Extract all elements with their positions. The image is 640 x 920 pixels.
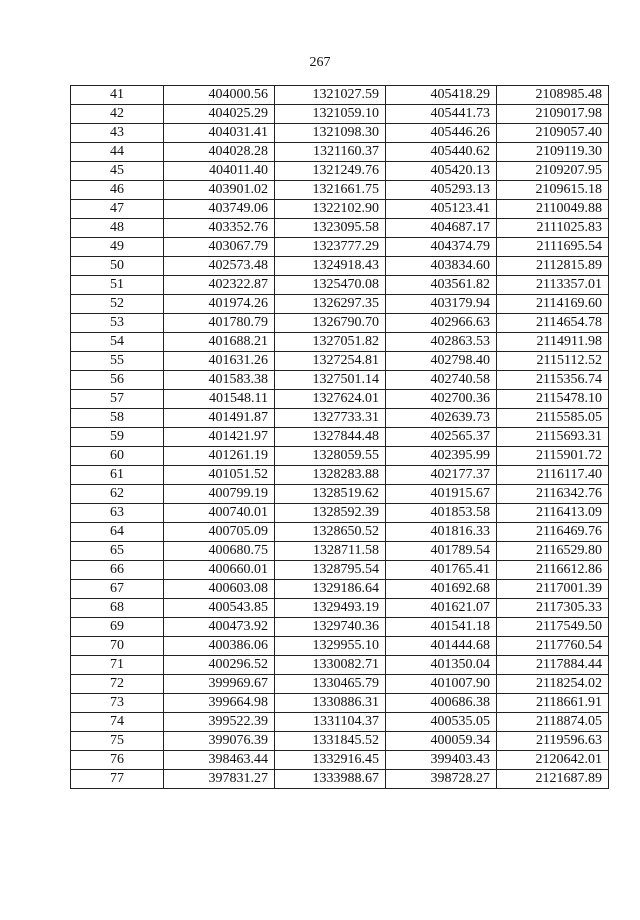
coordinate-cell: 1321249.76	[275, 162, 386, 181]
coordinate-cell: 2115693.31	[497, 428, 609, 447]
table-row	[71, 257, 609, 276]
coordinate-cell: 1329186.64	[275, 580, 386, 599]
coordinates-table	[70, 85, 609, 789]
coordinate-cell: 404028.28	[164, 143, 275, 162]
coordinate-cell: 1321160.37	[275, 143, 386, 162]
coordinate-cell: 401765.41	[386, 561, 497, 580]
point-number-cell: 65	[71, 542, 164, 561]
page-number: 267	[309, 55, 331, 70]
table-row	[71, 409, 609, 428]
table-row	[71, 295, 609, 314]
coordinate-cell: 2114654.78	[497, 314, 609, 333]
table-row	[71, 599, 609, 618]
table-body	[71, 86, 609, 789]
point-number-cell: 42	[71, 105, 164, 124]
coordinate-cell: 1330886.31	[275, 694, 386, 713]
table-row	[71, 770, 609, 789]
point-number-cell: 70	[71, 637, 164, 656]
table-row	[71, 371, 609, 390]
coordinate-cell: 1329955.10	[275, 637, 386, 656]
point-number-cell: 41	[71, 86, 164, 105]
coordinate-cell: 2115478.10	[497, 390, 609, 409]
coordinate-cell: 400473.92	[164, 618, 275, 637]
coordinate-cell: 405418.29	[386, 86, 497, 105]
point-number-cell: 52	[71, 295, 164, 314]
point-number-cell: 50	[71, 257, 164, 276]
coordinate-cell: 401631.26	[164, 352, 275, 371]
coordinate-cell: 1327254.81	[275, 352, 386, 371]
coordinate-cell: 2118661.91	[497, 694, 609, 713]
coordinate-cell: 2116413.09	[497, 504, 609, 523]
coordinate-cell: 405440.62	[386, 143, 497, 162]
table-row	[71, 428, 609, 447]
coordinate-cell: 400386.06	[164, 637, 275, 656]
coordinate-cell: 2109615.18	[497, 181, 609, 200]
table-row	[71, 466, 609, 485]
coordinate-cell: 401816.33	[386, 523, 497, 542]
coordinate-cell: 401007.90	[386, 675, 497, 694]
coordinate-cell: 405420.13	[386, 162, 497, 181]
table-row	[71, 694, 609, 713]
table-row	[71, 181, 609, 200]
coordinate-cell: 2109207.95	[497, 162, 609, 181]
coordinate-cell: 2120642.01	[497, 751, 609, 770]
table-row	[71, 314, 609, 333]
coordinate-cell: 2116469.76	[497, 523, 609, 542]
coordinate-cell: 398728.27	[386, 770, 497, 789]
coordinate-cell: 1328795.54	[275, 561, 386, 580]
coordinate-cell: 405293.13	[386, 181, 497, 200]
point-number-cell: 77	[71, 770, 164, 789]
point-number-cell: 44	[71, 143, 164, 162]
coordinate-cell: 2116342.76	[497, 485, 609, 504]
coordinate-cell: 400543.85	[164, 599, 275, 618]
coordinate-cell: 400680.75	[164, 542, 275, 561]
coordinate-cell: 2113357.01	[497, 276, 609, 295]
coordinate-cell: 1328650.52	[275, 523, 386, 542]
coordinate-cell: 402740.58	[386, 371, 497, 390]
coordinate-cell: 405441.73	[386, 105, 497, 124]
coordinate-cell: 1331104.37	[275, 713, 386, 732]
coordinate-cell: 1328059.55	[275, 447, 386, 466]
table-row	[71, 637, 609, 656]
coordinate-cell: 1323095.58	[275, 219, 386, 238]
table-row	[71, 105, 609, 124]
coordinate-cell: 2116117.40	[497, 466, 609, 485]
coordinate-cell: 1330082.71	[275, 656, 386, 675]
coordinate-cell: 1328711.58	[275, 542, 386, 561]
coordinate-cell: 401051.52	[164, 466, 275, 485]
coordinate-cell: 1332916.45	[275, 751, 386, 770]
coordinate-cell: 401421.97	[164, 428, 275, 447]
coordinate-cell: 1321098.30	[275, 124, 386, 143]
coordinate-cell: 1328592.39	[275, 504, 386, 523]
coordinate-cell: 399664.98	[164, 694, 275, 713]
coordinate-cell: 402863.53	[386, 333, 497, 352]
table-row	[71, 675, 609, 694]
coordinate-cell: 2116529.80	[497, 542, 609, 561]
point-number-cell: 68	[71, 599, 164, 618]
table-row	[71, 352, 609, 371]
coordinate-cell: 2111025.83	[497, 219, 609, 238]
point-number-cell: 54	[71, 333, 164, 352]
coordinate-cell: 2112815.89	[497, 257, 609, 276]
coordinate-cell: 404374.79	[386, 238, 497, 257]
coordinate-cell: 2115901.72	[497, 447, 609, 466]
coordinate-cell: 2117884.44	[497, 656, 609, 675]
coordinate-cell: 401688.21	[164, 333, 275, 352]
coordinate-cell: 2117305.33	[497, 599, 609, 618]
coordinate-cell: 400059.34	[386, 732, 497, 751]
table-row	[71, 200, 609, 219]
coordinate-cell: 1327051.82	[275, 333, 386, 352]
table-row	[71, 485, 609, 504]
point-number-cell: 61	[71, 466, 164, 485]
coordinate-cell: 401974.26	[164, 295, 275, 314]
coordinate-cell: 399969.67	[164, 675, 275, 694]
coordinate-cell: 399403.43	[386, 751, 497, 770]
point-number-cell: 47	[71, 200, 164, 219]
table-row	[71, 276, 609, 295]
coordinate-cell: 1328283.88	[275, 466, 386, 485]
table-row	[71, 390, 609, 409]
coordinate-cell: 402565.37	[386, 428, 497, 447]
table-row	[71, 219, 609, 238]
coordinate-cell: 1327733.31	[275, 409, 386, 428]
coordinate-cell: 2109119.30	[497, 143, 609, 162]
point-number-cell: 58	[71, 409, 164, 428]
point-number-cell: 59	[71, 428, 164, 447]
table-row	[71, 618, 609, 637]
coordinate-cell: 402395.99	[386, 447, 497, 466]
coordinate-cell: 403561.82	[386, 276, 497, 295]
coordinate-cell: 2116612.86	[497, 561, 609, 580]
coordinate-cell: 2108985.48	[497, 86, 609, 105]
coordinate-cell: 401350.04	[386, 656, 497, 675]
point-number-cell: 51	[71, 276, 164, 295]
coordinate-cell: 400740.01	[164, 504, 275, 523]
point-number-cell: 73	[71, 694, 164, 713]
coordinate-cell: 399522.39	[164, 713, 275, 732]
coordinate-cell: 1328519.62	[275, 485, 386, 504]
coordinate-cell: 401780.79	[164, 314, 275, 333]
coordinate-cell: 401692.68	[386, 580, 497, 599]
coordinate-cell: 404687.17	[386, 219, 497, 238]
point-number-cell: 60	[71, 447, 164, 466]
coordinate-cell: 402177.37	[386, 466, 497, 485]
point-number-cell: 57	[71, 390, 164, 409]
table-row	[71, 656, 609, 675]
coordinate-cell: 2118874.05	[497, 713, 609, 732]
coordinate-cell: 1323777.29	[275, 238, 386, 257]
coordinate-cell: 404011.40	[164, 162, 275, 181]
coordinate-cell: 403834.60	[386, 257, 497, 276]
coordinate-cell: 404031.41	[164, 124, 275, 143]
coordinate-cell: 401491.87	[164, 409, 275, 428]
coordinate-cell: 402322.87	[164, 276, 275, 295]
coordinate-cell: 2121687.89	[497, 770, 609, 789]
coordinate-cell: 397831.27	[164, 770, 275, 789]
coordinate-cell: 1327501.14	[275, 371, 386, 390]
point-number-cell: 74	[71, 713, 164, 732]
coordinate-cell: 401548.11	[164, 390, 275, 409]
coordinate-cell: 2114911.98	[497, 333, 609, 352]
point-number-cell: 64	[71, 523, 164, 542]
point-number-cell: 76	[71, 751, 164, 770]
coordinate-cell: 2115356.74	[497, 371, 609, 390]
coordinate-cell: 400535.05	[386, 713, 497, 732]
coordinate-cell: 1326297.35	[275, 295, 386, 314]
point-number-cell: 53	[71, 314, 164, 333]
coordinate-cell: 1321661.75	[275, 181, 386, 200]
table-row	[71, 333, 609, 352]
coordinate-cell: 1324918.43	[275, 257, 386, 276]
coordinate-cell: 401789.54	[386, 542, 497, 561]
point-number-cell: 43	[71, 124, 164, 143]
coordinate-cell: 401915.67	[386, 485, 497, 504]
coordinate-cell: 1327624.01	[275, 390, 386, 409]
point-number-cell: 48	[71, 219, 164, 238]
coordinate-cell: 398463.44	[164, 751, 275, 770]
coordinate-cell: 2117549.50	[497, 618, 609, 637]
table-row	[71, 143, 609, 162]
point-number-cell: 75	[71, 732, 164, 751]
coordinate-cell: 400296.52	[164, 656, 275, 675]
coordinate-cell: 400799.19	[164, 485, 275, 504]
coordinate-cell: 401444.68	[386, 637, 497, 656]
coordinate-cell: 400603.08	[164, 580, 275, 599]
coordinate-cell: 403749.06	[164, 200, 275, 219]
coordinate-cell: 1330465.79	[275, 675, 386, 694]
point-number-cell: 49	[71, 238, 164, 257]
table-row	[71, 162, 609, 181]
point-number-cell: 45	[71, 162, 164, 181]
coordinate-cell: 402798.40	[386, 352, 497, 371]
coordinate-cell: 403179.94	[386, 295, 497, 314]
coordinate-cell: 400660.01	[164, 561, 275, 580]
coordinate-cell: 400686.38	[386, 694, 497, 713]
coordinate-cell: 1321027.59	[275, 86, 386, 105]
table-row	[71, 523, 609, 542]
coordinate-cell: 401853.58	[386, 504, 497, 523]
coordinate-cell: 1329493.19	[275, 599, 386, 618]
coordinate-cell: 1325470.08	[275, 276, 386, 295]
table-row	[71, 124, 609, 143]
table-row	[71, 504, 609, 523]
table-row	[71, 86, 609, 105]
table-row	[71, 561, 609, 580]
table-row	[71, 447, 609, 466]
coordinate-cell: 405123.41	[386, 200, 497, 219]
table-row	[71, 732, 609, 751]
coordinate-cell: 400705.09	[164, 523, 275, 542]
coordinate-cell: 1331845.52	[275, 732, 386, 751]
point-number-cell: 55	[71, 352, 164, 371]
coordinate-cell: 2109057.40	[497, 124, 609, 143]
coordinate-cell: 2111695.54	[497, 238, 609, 257]
coordinate-cell: 402639.73	[386, 409, 497, 428]
point-number-cell: 66	[71, 561, 164, 580]
point-number-cell: 71	[71, 656, 164, 675]
coordinate-cell: 402700.36	[386, 390, 497, 409]
table-row	[71, 580, 609, 599]
table-row	[71, 542, 609, 561]
coordinate-cell: 402966.63	[386, 314, 497, 333]
coordinate-cell: 2110049.88	[497, 200, 609, 219]
coordinate-cell: 401541.18	[386, 618, 497, 637]
coordinate-cell: 403901.02	[164, 181, 275, 200]
coordinate-cell: 2117760.54	[497, 637, 609, 656]
coordinate-cell: 2114169.60	[497, 295, 609, 314]
coordinate-cell: 1327844.48	[275, 428, 386, 447]
coordinate-cell: 1322102.90	[275, 200, 386, 219]
table-row	[71, 751, 609, 770]
coordinate-cell: 401583.38	[164, 371, 275, 390]
coordinate-cell: 1329740.36	[275, 618, 386, 637]
coordinate-cell: 1326790.70	[275, 314, 386, 333]
coordinate-cell: 2109017.98	[497, 105, 609, 124]
table-row	[71, 238, 609, 257]
point-number-cell: 72	[71, 675, 164, 694]
coordinate-cell: 404025.29	[164, 105, 275, 124]
coordinate-cell: 405446.26	[386, 124, 497, 143]
coordinate-cell: 399076.39	[164, 732, 275, 751]
coordinate-cell: 401261.19	[164, 447, 275, 466]
point-number-cell: 63	[71, 504, 164, 523]
coordinate-cell: 403352.76	[164, 219, 275, 238]
coordinate-cell: 1333988.67	[275, 770, 386, 789]
coordinate-cell: 2117001.39	[497, 580, 609, 599]
point-number-cell: 69	[71, 618, 164, 637]
table-row	[71, 713, 609, 732]
coordinate-cell: 402573.48	[164, 257, 275, 276]
coordinate-cell: 2118254.02	[497, 675, 609, 694]
point-number-cell: 67	[71, 580, 164, 599]
coordinate-cell: 403067.79	[164, 238, 275, 257]
coordinate-cell: 2115585.05	[497, 409, 609, 428]
coordinate-cell: 2115112.52	[497, 352, 609, 371]
coordinate-cell: 1321059.10	[275, 105, 386, 124]
coordinate-cell: 401621.07	[386, 599, 497, 618]
point-number-cell: 62	[71, 485, 164, 504]
coordinate-cell: 2119596.63	[497, 732, 609, 751]
point-number-cell: 56	[71, 371, 164, 390]
point-number-cell: 46	[71, 181, 164, 200]
coordinate-cell: 404000.56	[164, 86, 275, 105]
